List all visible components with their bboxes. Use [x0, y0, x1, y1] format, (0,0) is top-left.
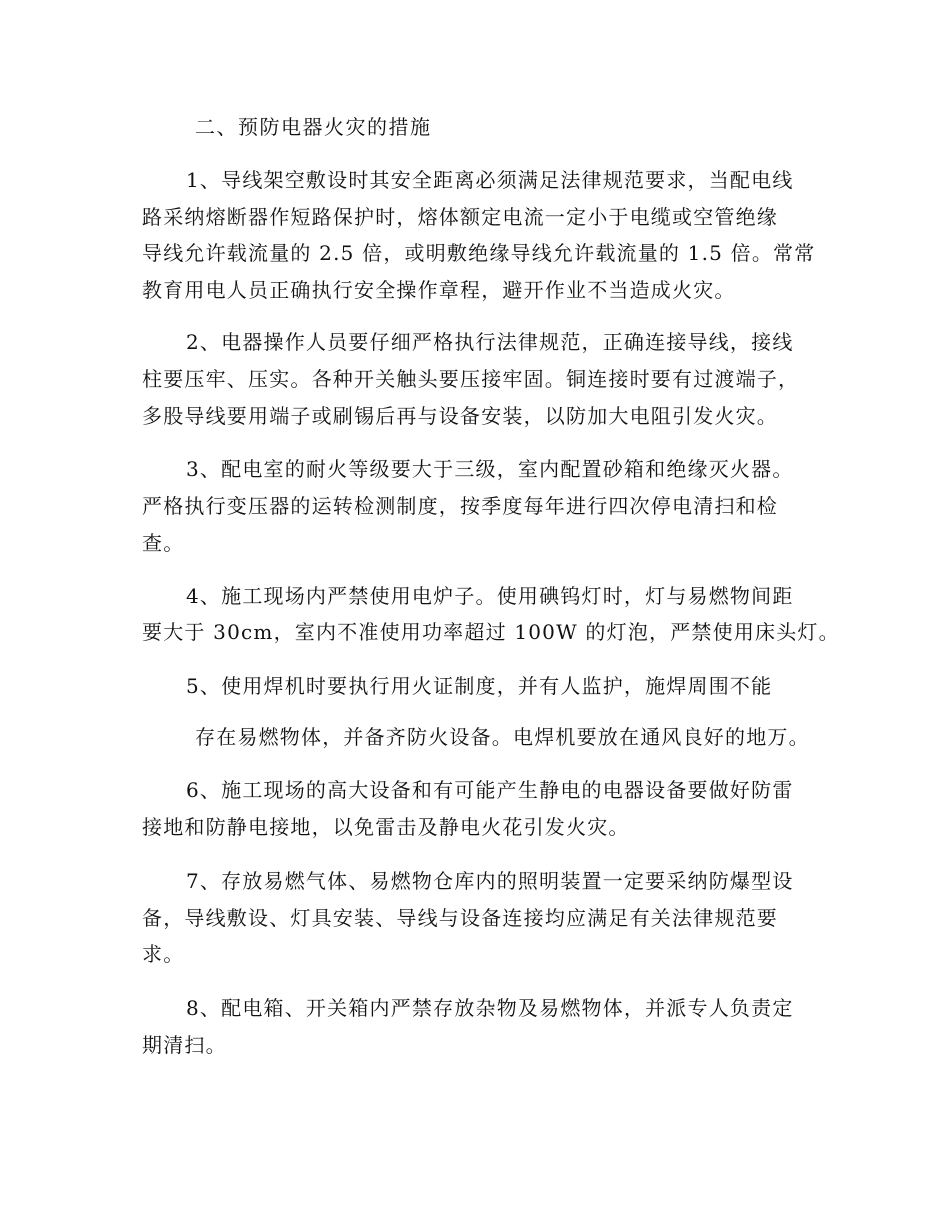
paragraph-8-line-2: 期清扫。	[142, 1033, 227, 1057]
paragraph-1-line-1: 1、导线架空敷设时其安全距离必须满足法律规范要求，当配电线	[186, 168, 794, 192]
paragraph-2-line-3: 多股导线要用端子或刷锡后再与设备安装，以防加大电阻引发火灾。	[142, 404, 778, 428]
paragraph-4-line-2: 要大于 30cm，室内不准使用功率超过 100W 的灯泡，严禁使用床头灯。	[142, 620, 840, 644]
paragraph-3-line-1: 3、配电室的耐火等级要大于三级，室内配置砂箱和绝缘灭火器。	[186, 457, 794, 481]
paragraph-1-line-4: 教育用电人员正确执行安全操作章程，避开作业不当造成火灾。	[142, 278, 736, 302]
section-heading: 二、预防电器火灾的措施	[195, 115, 432, 139]
paragraph-6-line-2: 接地和防静电接地，以免雷击及静电火花引发火灾。	[142, 815, 630, 839]
paragraph-2-line-1: 2、电器操作人员要仔细严格执行法律规范，正确连接导线，接线	[186, 330, 794, 354]
paragraph-2-line-2: 柱要压牢、压实。各种开关触头要压接牢固。铜连接时要有过渡端子，	[142, 367, 800, 391]
paragraph-5-line-2: 存在易燃物体，并备齐防火设备。电焊机要放在通风良好的地万。	[195, 725, 810, 749]
paragraph-7-line-1: 7、存放易燃气体、易燃物仓库内的照明装置一定要采纳防爆型设	[186, 869, 794, 893]
paragraph-7-line-3: 求。	[142, 942, 185, 966]
paragraph-8-line-1: 8、配电箱、开关箱内严禁存放杂物及易燃物体，并派专人负责定	[186, 996, 794, 1020]
paragraph-3-line-2: 严格执行变压器的运转检测制度，按季度每年进行四次停电清扫和检	[142, 494, 778, 518]
paragraph-5-line-1: 5、使用焊机时要执行用火证制度，并有人监护，施焊周围不能	[186, 674, 773, 698]
paragraph-4-line-1: 4、施工现场内严禁使用电炉子。使用碘钨灯时，灯与易燃物间距	[186, 584, 794, 608]
paragraph-1-line-2: 路采纳熔断器作短路保护时，熔体额定电流一定小于电缆或空管绝缘	[142, 205, 778, 229]
paragraph-7-line-2: 备，导线敷设、灯具安装、导线与设备连接均应满足有关法律规范要	[142, 906, 778, 930]
paragraph-3-line-3: 查。	[142, 531, 185, 555]
paragraph-6-line-1: 6、施工现场的高大设备和有可能产生静电的电器设备要做好防雷	[186, 778, 794, 802]
paragraph-1-line-3: 导线允许载流量的 2.5 倍，或明敷绝缘导线允许载流量的 1.5 倍。常常	[142, 241, 816, 265]
